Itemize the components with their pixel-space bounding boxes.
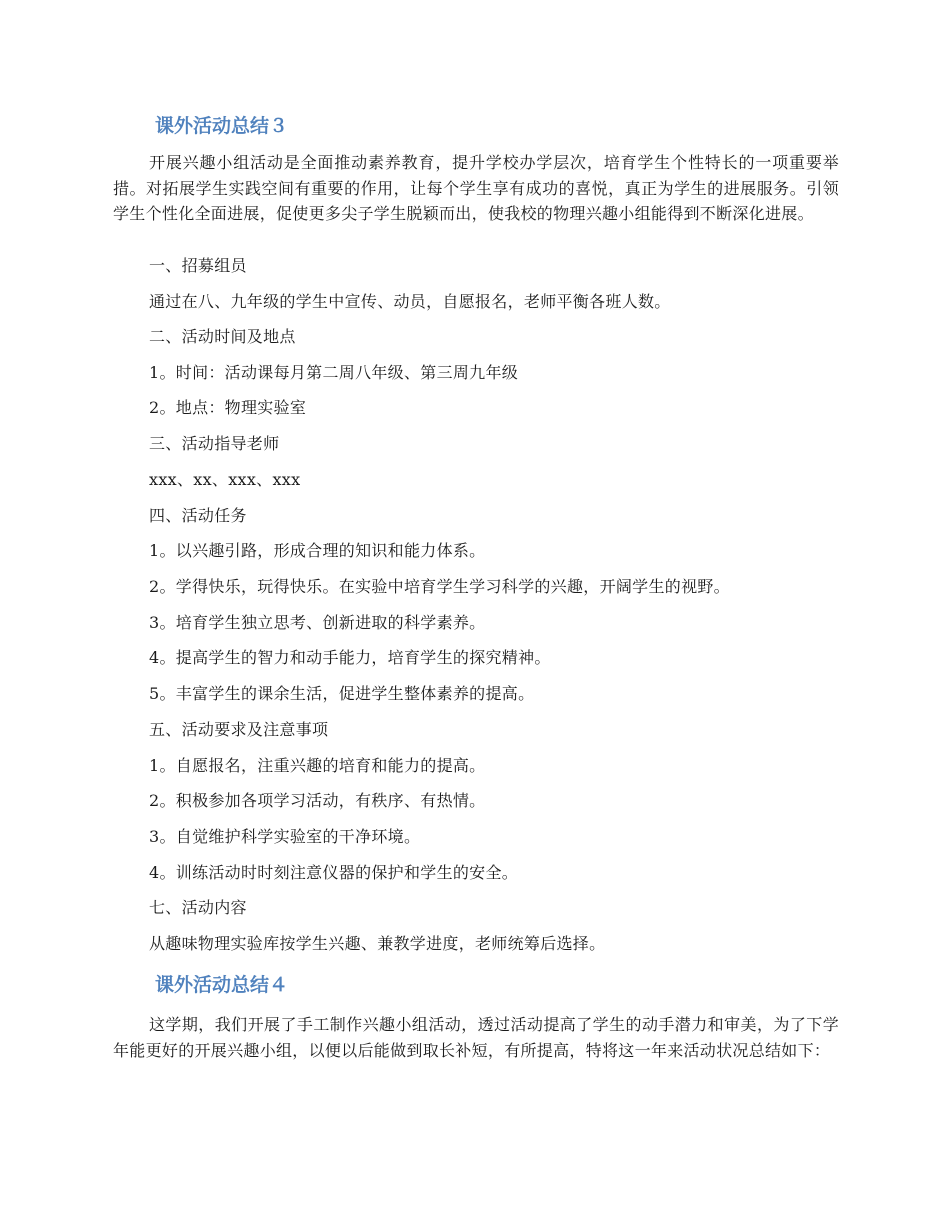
time-item: 1。时间：活动课每月第二周八年级、第三周九年级 [149,363,519,382]
task-item-2: 2。学得快乐，玩得快乐。在实验中培育学生学习科学的兴趣，开阔学生的视野。 [149,577,730,596]
heading-instructors: 三、活动指导老师 [149,434,280,453]
section-3-title: 课外活动总结３ [155,115,289,137]
task-item-3: 3。培育学生独立思考、创新进取的科学素养。 [149,613,486,632]
task-item-5: 5。丰富学生的课余生活，促进学生整体素养的提高。 [149,684,535,703]
requirement-item-3: 3。自觉维护科学实验室的干净环境。 [149,827,421,846]
heading-content: 七、活动内容 [149,898,247,917]
heading-recruit-members: 一、招募组员 [149,256,247,275]
section-3-intro: 开展兴趣小组活动是全面推动素养教育，提升学校办学层次，培育学生个性特长的一项重要举措。对拓展学生实践空间有重要的作用，让每个学生享有成功的喜悦，真正为学生的进展服务。引领学生个性化全面进展，促使更多尖子学生脱颖而出，使我校的物理兴趣小组能得到不断深化进展。 [113,153,839,224]
requirement-item-1: 1。自愿报名，注重兴趣的培育和能力的提高。 [149,756,486,775]
task-item-1: 1。以兴趣引路，形成合理的知识和能力体系。 [149,541,486,560]
location-item: 2。地点：物理实验室 [149,398,307,417]
instructors-list: xxx、xx、xxx、xxx [149,470,301,489]
heading-tasks: 四、活动任务 [149,506,247,525]
heading-time-location: 二、活动时间及地点 [149,327,296,346]
recruit-description: 通过在八、九年级的学生中宣传、动员，自愿报名，老师平衡各班人数。 [149,292,671,311]
heading-requirements: 五、活动要求及注意事项 [149,720,329,739]
task-item-4: 4。提高学生的智力和动手能力，培育学生的探究精神。 [149,648,551,667]
section-4-intro: 这学期，我们开展了手工制作兴趣小组活动，透过活动提高了学生的动手潜力和审美，为了下学年能更好的开展兴趣小组，以便以后能做到取长补短，有所提高，特将这一年来活动状况总结如下： [113,1015,839,1060]
content-description: 从趣味物理实验库按学生兴趣、兼教学进度，老师统筹后选择。 [149,934,606,953]
requirement-item-2: 2。积极参加各项学习活动，有秩序、有热情。 [149,791,486,810]
requirement-item-4: 4。训练活动时时刻注意仪器的保护和学生的安全。 [149,863,519,882]
section-4-title: 课外活动总结４ [155,974,289,996]
